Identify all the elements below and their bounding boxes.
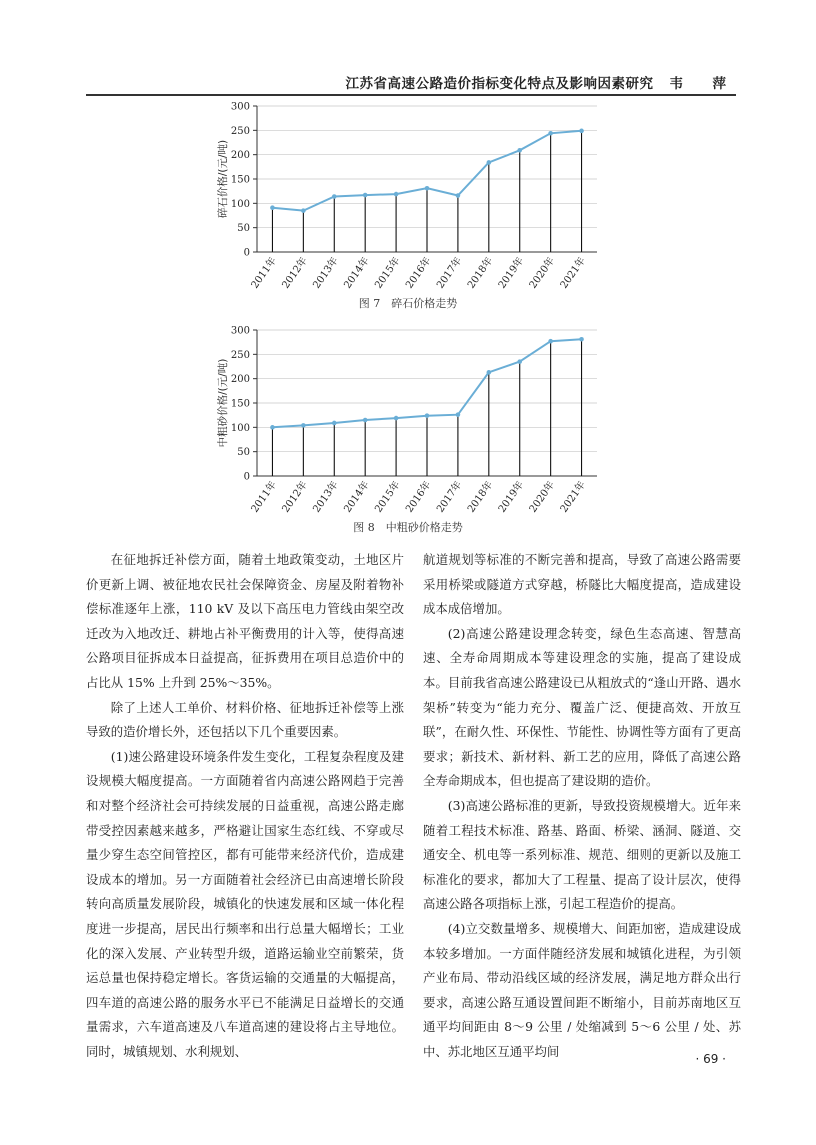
data-point	[456, 193, 461, 198]
x-tick-label: 2017年	[435, 479, 465, 515]
y-tick-label: 150	[230, 174, 250, 186]
data-point	[394, 192, 399, 197]
data-point	[363, 418, 368, 423]
y-axis-label: 碎石价格/(元/吨)	[217, 139, 229, 219]
paragraph: (2)高速公路建设理念转变，绿色生态高速、智慧高速、全寿命周期成本等建设理念的实施，提高了建设成本。目前我省高速公路建设已从粗放式的“逢山开路、遇水架桥”转变为“能力充分、覆盖广泛、便捷高效、开放互联”，在耐久性、环保性、节能性、协调性等方面有了更高要求；新技术、新材料、新工艺的应用，降低了高速公路全寿命期成本，但也提高了建设期的造价。	[423, 625, 741, 789]
x-tick-label: 2014年	[342, 479, 372, 515]
y-tick-label: 250	[230, 125, 250, 137]
data-point	[301, 208, 306, 213]
data-point	[301, 423, 306, 428]
data-point	[425, 413, 430, 418]
data-point	[548, 131, 553, 136]
right-column	[423, 548, 741, 1064]
data-point	[487, 160, 492, 165]
y-tick-label: 100	[230, 198, 250, 210]
paragraph: (4)立交数量增多、规模增大、间距加密，造成建设成本较多增加。一方面伴随经济发展和城镇化进程，为引领产业布局、带动沿线区域的经济发展，满足地方群众出行要求，高速公路互通设置间距不断缩小，目前苏南地区互通平均间距由 8～9 公里 / 处缩减到 5～6 公里 / 处、苏中、苏北地区互通平均间	[423, 920, 741, 1059]
x-tick-label: 2018年	[465, 479, 496, 515]
y-tick-label: 200	[230, 374, 250, 386]
paragraph: 在征地拆迁补偿方面，随着土地政策变动，土地区片价更新上调、被征地农民社会保障资金、房屋及附着物补偿标准逐年上涨，110 kV 及以下高压电力管线由架空改迁改为入地改迁、耕地占补平衡费用的计入等，使得高速公路项目征拆成本日益提高，征拆费用在项目总造价中的占比从 15% 上升到 25%～35%。	[86, 552, 404, 690]
data-point	[579, 129, 584, 134]
x-tick-label: 2021年	[558, 479, 589, 515]
y-tick-label: 300	[230, 101, 250, 113]
x-tick-label: 2011年	[249, 479, 279, 515]
y-tick-label: 0	[243, 247, 250, 259]
y-axis-label: 中粗砂价格/(元/吨)	[217, 358, 229, 448]
y-tick-label: 250	[230, 349, 250, 361]
x-tick-label: 2012年	[280, 255, 310, 291]
x-tick-label: 2015年	[373, 479, 403, 515]
paragraph: (1)速公路建设环境条件发生变化，工程复杂程度及建设规模大幅度提高。一方面随着省内高速公路网趋于完善和对整个经济社会可持续发展的日益重视，高速公路走廊带受控因素越来越多，严格避让国家生态红线、不穿或尽量少穿生态空间管控区，都有可能带来经济代价，造成建设成本的增加。另一方面随着社会经济已由高速增长阶段转向高质量发展阶段，城镇化的快速发展和区域一体化程度进一步提高，居民出行频率和出行总量大幅增长；工业化的深入发展、产业转型升级，道路运输业空前繁荣，货运总量也保持稳定增长。客货运输的交通量的大幅提高，四车道的高速公路的服务水平已不能满足日益增长的交通量需求，六车道高速及八车道高速的建设将占主导地位。同时，城镇规划、水利规划、	[86, 748, 404, 1059]
data-point	[456, 412, 461, 417]
x-tick-label: 2019年	[496, 255, 527, 291]
x-tick-label: 2018年	[465, 255, 496, 291]
left-column	[86, 548, 404, 1064]
data-point	[517, 359, 522, 364]
data-point	[363, 193, 368, 198]
x-tick-label: 2015年	[373, 255, 403, 291]
data-point	[548, 339, 553, 344]
x-tick-label: 2013年	[311, 479, 341, 515]
chart-sand-price	[0, 320, 816, 518]
data-point	[579, 337, 584, 342]
gravel-price-chart-svg	[0, 96, 816, 294]
x-tick-label: 2013年	[311, 255, 341, 291]
page-number: · 69 ·	[695, 1052, 726, 1066]
data-point	[270, 205, 275, 210]
sand-price-chart-svg	[0, 320, 816, 518]
y-tick-label: 100	[230, 422, 250, 434]
data-point	[517, 148, 522, 153]
figure-7-caption: 图 7 碎石价格走势	[358, 297, 458, 310]
data-point	[332, 421, 337, 426]
y-tick-label: 150	[230, 398, 250, 410]
x-tick-label: 2021年	[558, 255, 589, 291]
data-point	[394, 416, 399, 421]
paragraph: 除了上述人工单价、材料价格、征地拆迁补偿等上涨导致的造价增长外，还包括以下几个重要因素。	[86, 699, 404, 740]
y-tick-label: 50	[237, 223, 250, 235]
x-tick-label: 2016年	[404, 479, 434, 515]
x-tick-label: 2020年	[527, 479, 558, 515]
running-header	[86, 72, 734, 92]
data-point	[270, 425, 275, 430]
paragraph: (3)高速公路标准的更新，导致投资规模增大。近年来随着工程技术标准、路基、路面、桥梁、涵洞、隧道、交通安全、机电等一系列标准、规范、细则的更新以及施工标准化的要求，都加大了工程量、提高了设计层次，使得高速公路各项指标上涨，引起工程造价的提高。	[423, 797, 741, 912]
x-tick-label: 2017年	[435, 255, 465, 291]
header-author: 韦 萍	[669, 76, 734, 92]
data-point	[425, 186, 430, 191]
paragraph-continued: 航道规划等标准的不断完善和提高，导致了高速公路需要采用桥梁或隧道方式穿越，桥隧比大幅度提高，造成建设成本成倍增加。	[423, 552, 741, 617]
y-tick-label: 300	[230, 325, 250, 337]
data-point	[332, 194, 337, 199]
y-tick-label: 0	[243, 471, 250, 483]
x-tick-label: 2016年	[404, 255, 434, 291]
chart-gravel-price	[0, 96, 816, 294]
x-tick-label: 2019年	[496, 479, 527, 515]
data-point	[487, 370, 492, 375]
x-tick-label: 2020年	[527, 255, 558, 291]
x-tick-label: 2011年	[249, 255, 279, 291]
header-title: 江苏省高速公路造价指标变化特点及影响因素研究	[345, 76, 654, 92]
x-tick-label: 2014年	[342, 255, 372, 291]
y-tick-label: 200	[230, 150, 250, 162]
figure-8-caption: 图 8 中粗砂价格走势	[353, 521, 463, 534]
x-tick-label: 2012年	[280, 479, 310, 515]
y-tick-label: 50	[237, 447, 250, 459]
